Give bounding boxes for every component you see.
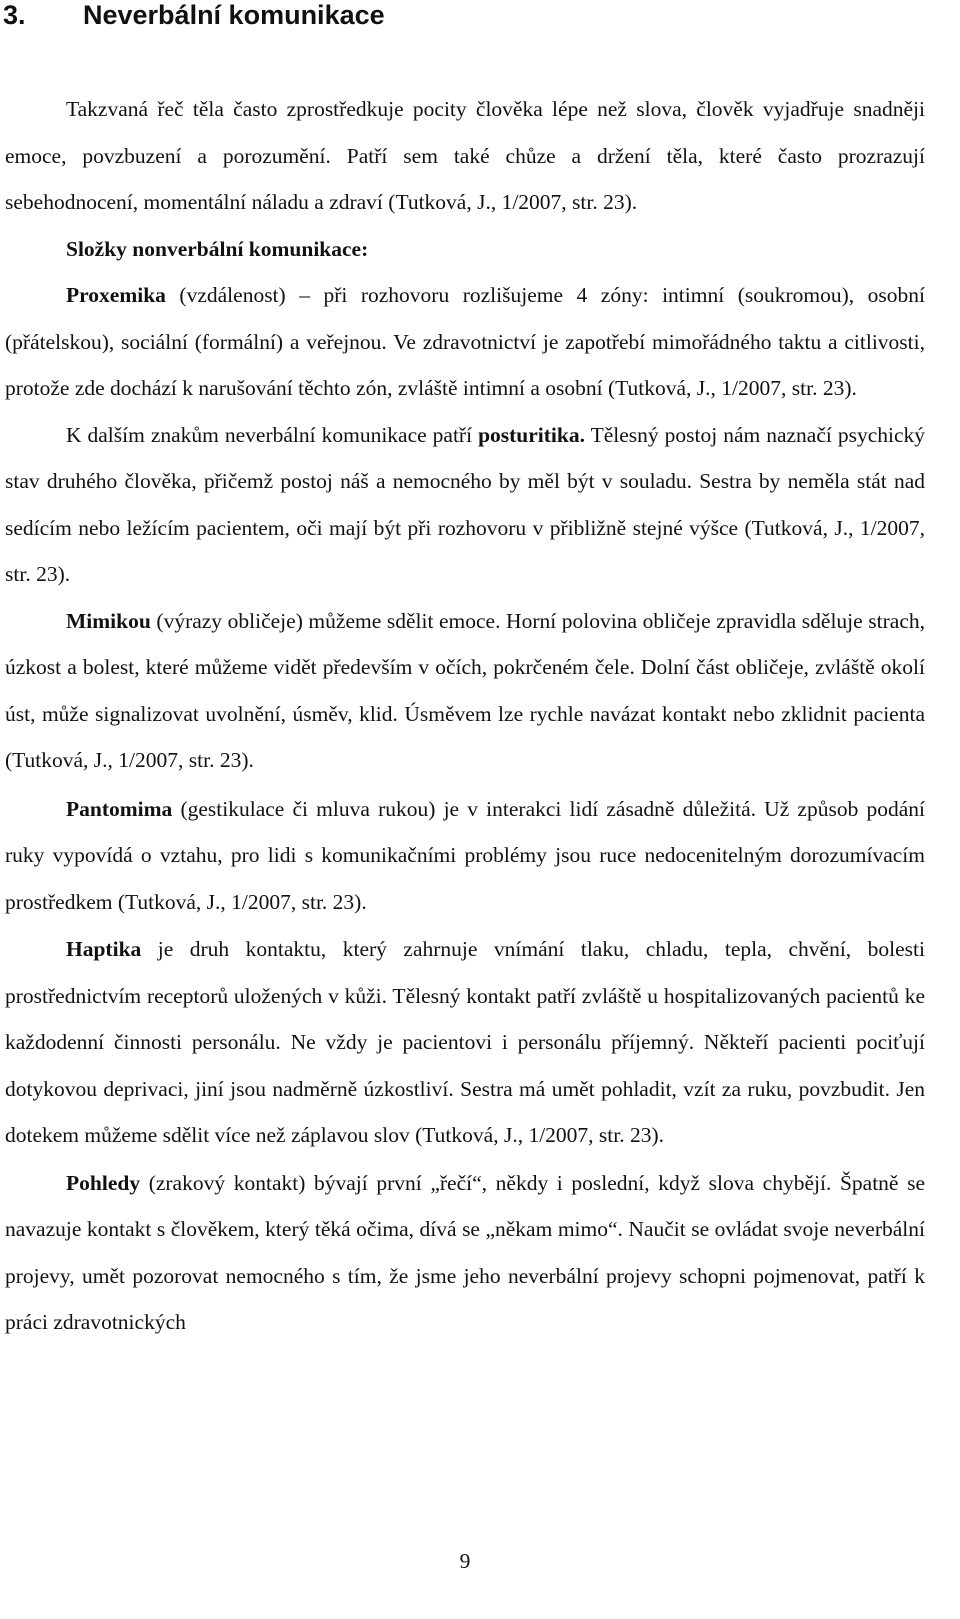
- paragraph-text: Takzvaná řeč těla často zprostředkuje pocity člověka lépe než slova, člověk vyjadřuje snadněji emoce, povzbuzení a porozumění. Patří sem také chůze a držení těla, které často prozrazují sebehodnocení, momentální náladu a zdraví (Tutková, J., 1/2007, str. 23).: [5, 97, 925, 214]
- paragraph-text: (gestikulace či mluva rukou) je v interakci lidí zásadně důležitá. Už způsob podání ruky vypovídá o vztahu, pro lidi s komunikačními problémy jsou ruce nedocenitelným dorozumívacím prostředkem (Tutková, J., 1/2007, str. 23).: [5, 796, 925, 914]
- paragraph-text: Tělesný postoj nám naznačí psychický stav druhého člověka, přičemž postoj náš a nemocného by měl být v souladu. Sestra by neměla stát nad sedícím nebo ležícím pacientem, oči mají být při rozhovoru v přibližně stejné výšce (Tutková, J., 1/2007, str. 23).: [5, 422, 926, 586]
- paragraph-text: (vzdálenost) – při rozhovoru rozlišujeme 4 zóny: intimní (soukromou), osobní (přátelskou), sociální (formální) a veřejnou. Ve zdravotnictví je zapotřebí mimořádného taktu a citlivosti, protože zde dochází k narušování těchto zón, zvláště intimní a osobní (Tutková, J., 1/2007, str. 23).: [5, 283, 925, 400]
- components-title: [5, 226, 925, 273]
- components-title-text: Složky nonverbální komunikace:: [66, 236, 369, 261]
- term-pantomima: Pantomima: [66, 796, 173, 821]
- term-pohledy: Pohledy: [66, 1170, 141, 1195]
- paragraph-pohledy: [5, 1160, 925, 1346]
- paragraph-proxemika: [5, 272, 925, 412]
- paragraph-text: (zrakový kontakt) bývají první „řečí“, někdy i poslední, když slova chybějí. Špatně se navazuje kontakt s člověkem, který těká očima, dívá se „někam mimo“. Naučit se ovládat svoje neverbální projevy, umět pozorovat nemocného s tím, že jsme jeho neverbální projevy schopni pojmenovat, patří k práci zdravotnických: [5, 1170, 925, 1334]
- paragraph-text: (výrazy obličeje) můžeme sdělit emoce. Horní polovina obličeje zpravidla sděluje strach, úzkost a bolest, které můžeme vidět především v očích, pokrčeném čele. Dolní část obličeje, zvláště okolí úst, může signalizovat uvolnění, úsměv, klid. Úsměvem lze rychle navázat kontakt nebo zklidnit pacienta (Tutková, J., 1/2007, str. 23).: [5, 608, 925, 772]
- section-heading: [3, 0, 385, 33]
- page-number: 9: [459, 1549, 471, 1573]
- term-proxemika: Proxemika: [66, 283, 166, 307]
- paragraph-pantomima: [5, 786, 925, 926]
- paragraph-posturitika: [5, 412, 925, 598]
- paragraph-haptika: [5, 926, 925, 1159]
- term-posturitika: posturitika.: [478, 422, 585, 447]
- paragraph-intro: [5, 86, 925, 226]
- paragraph-text: je druh kontaktu, který zahrnuje vnímání tlaku, chladu, tepla, chvění, bolesti prostřednictvím receptorů uložených v kůži. Tělesný kontakt patří zvláště u hospitalizovaných pacientů ke každodenní činnosti personálu. Ne vždy je pacientovi i personálu příjemný. Někteří pacienti pociťují dotykovou deprivaci, jiní jsou nadměrně úzkostliví. Sestra má umět pohladit, vzít za ruku, povzbudit. Jen dotekem můžeme sdělit více než záplavou slov (Tutková, J., 1/2007, str. 23).: [5, 937, 925, 1147]
- section-title: Neverbální komunikace: [83, 0, 385, 30]
- term-haptika: Haptika: [66, 937, 142, 961]
- paragraph-mimika: [5, 598, 925, 784]
- section-number: 3.: [3, 0, 26, 30]
- document-body: [5, 86, 925, 1346]
- paragraph-lead: K dalším znakům neverbální komunikace patří: [66, 422, 479, 447]
- term-mimika: Mimikou: [66, 608, 151, 633]
